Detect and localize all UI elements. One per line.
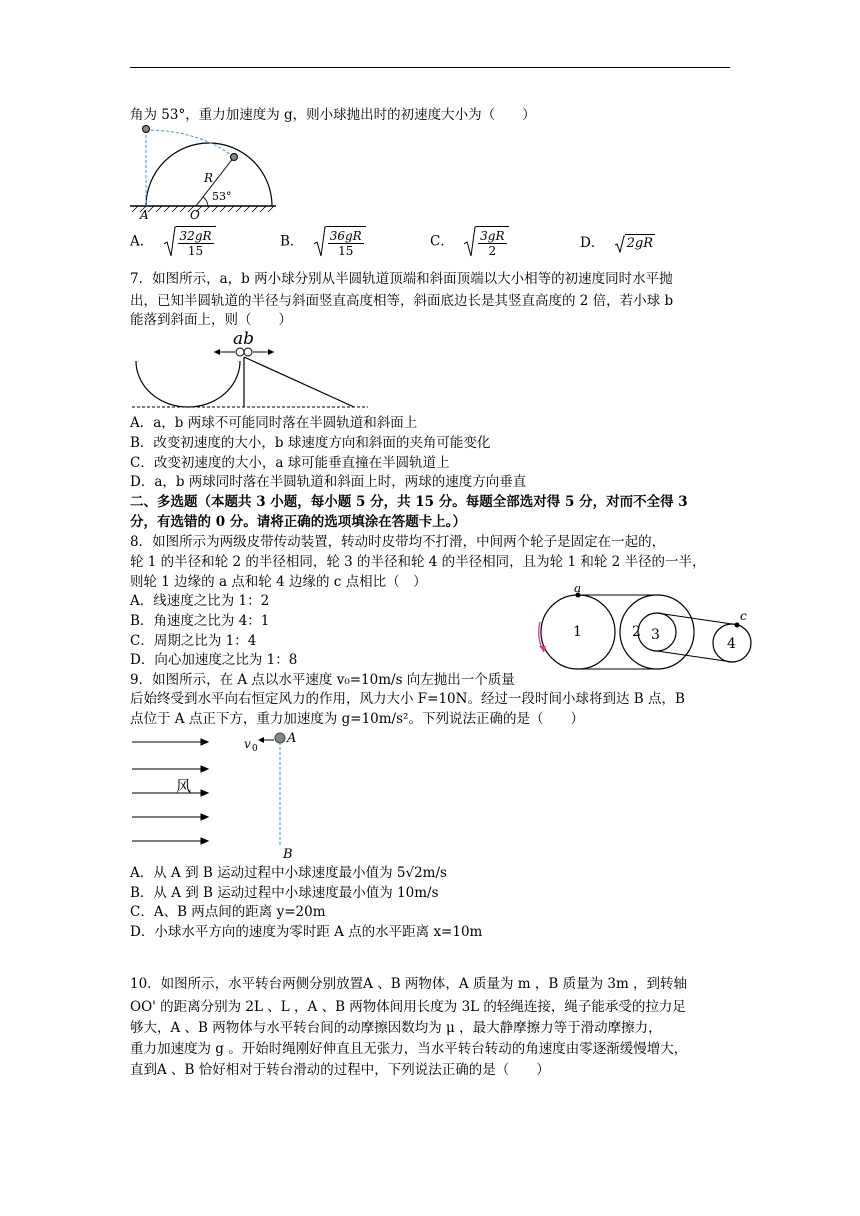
q9-option-C[interactable]: C．A、B 两点间的距离 y=20m	[130, 904, 326, 920]
option-label: A．	[130, 233, 154, 250]
q8-line2: 轮 1 的半径和轮 2 的半径相同，轮 3 的半径和轮 4 的半径相同，且为轮 1 和轮 2 半径的一半，	[130, 554, 706, 570]
header-rule	[130, 67, 730, 68]
q8-option-B[interactable]: B．角速度之比为 4：1	[130, 613, 270, 629]
q8-line3: 则轮 1 边缘的 a 点和轮 4 边缘的 c 点相比（ ）	[130, 574, 427, 590]
q8-option-D[interactable]: D．向心加速度之比为 1：8	[130, 652, 298, 668]
point-c	[735, 623, 740, 628]
label-A: A	[140, 208, 149, 222]
q6-tail-text: 角为 53°，重力加速度为 g，则小球抛出时的初速度大小为（ ）	[130, 107, 536, 123]
label-v0-sub: 0	[252, 744, 258, 754]
v0-arrowhead	[258, 737, 264, 743]
option-label: C．	[430, 233, 454, 250]
q6-option-B[interactable]: B． $\frac{36gR}{15}$	[280, 226, 366, 258]
sqrt-icon	[314, 226, 326, 258]
label-A: A	[287, 731, 297, 746]
label-c: c	[740, 609, 747, 623]
q9-line1: 9．如图所示，在 A 点以水平速度 v₀=10m/s 向左抛出一个质量	[130, 672, 515, 688]
q7-line2: 出，已知半圆轨道的半径与斜面竖直高度相等，斜面底边长是其竖直高度的 2 倍，若小球 b	[130, 293, 674, 309]
section2-heading-line1: 二、多选题（本题共 3 小题，每小题 5 分，共 15 分。每题全部选对得 5 分，对而不全得 3	[130, 494, 688, 510]
q10-line5: 直到A 、B 恰好相对于转台滑动的过程中，下列说法正确的是（ ）	[130, 1062, 550, 1078]
ball-b	[244, 348, 252, 356]
angle-arc	[203, 197, 208, 206]
label-ab: ab	[233, 329, 255, 349]
q9-option-B[interactable]: B．从 A 到 B 运动过程中小球速度最小值为 10m/s	[130, 885, 439, 901]
ball-a	[236, 348, 244, 356]
sqrt-icon	[615, 235, 625, 253]
q6-option-C[interactable]: C． $\frac{3gR}{2}$	[430, 226, 509, 258]
label-R: R	[204, 171, 214, 185]
q7-figure	[130, 327, 370, 413]
q7-line1: 7．如图所示，a，b 两小球分别从半圆轨道顶端和斜面顶端以大小相等的初速度同时水平抛	[130, 271, 673, 287]
q9-line2: 后始终受到水平向右恒定风力的作用，风力大小 F=10N。经过一段时间小球将到达 B 点，B	[130, 691, 685, 707]
label-wheel-4: 4	[727, 636, 736, 652]
ball-start	[143, 126, 150, 133]
q7-option-D[interactable]: D．a，b 两球同时落在半圆轨道和斜面上时，两球的速度方向垂直	[130, 474, 527, 490]
belt2-top	[657, 613, 732, 624]
q7-option-B[interactable]: B．改变初速度的大小，b 球速度方向和斜面的夹角可能变化	[130, 435, 491, 451]
q7-option-A[interactable]: A．a，b 两球不可能同时落在半圆轨道和斜面上	[130, 415, 418, 431]
sqrt-icon	[464, 226, 476, 258]
option-label: B．	[280, 233, 304, 250]
ground-hatch	[132, 206, 274, 212]
q8-option-A[interactable]: A．线速度之比为 1：2	[130, 593, 270, 609]
q8-belt-figure	[532, 586, 758, 682]
rotation-arrowhead	[539, 646, 546, 652]
label-O: O	[190, 208, 200, 222]
q10-line3: 够大，A 、B 两物体与水平转台间的动摩擦因数均为 μ ，最大静摩擦力等于滑动摩擦力，	[130, 1020, 662, 1036]
arrowhead-left	[214, 349, 220, 355]
label-a: a	[574, 586, 582, 595]
belt2-bottom	[657, 651, 732, 662]
label-wheel-2: 2	[632, 624, 641, 640]
incline-slope	[244, 357, 354, 407]
q10-line1: 10．如图所示，水平转台两侧分别放置A 、B 两物体，A 质量为 m ，B 质量为 3m ，到转轴	[130, 976, 688, 992]
q8-line1: 8．如图所示为两级皮带传动装置，转动时皮带均不打滑，中间两个轮子是固定在一起的，	[130, 534, 666, 550]
ball-A	[275, 733, 285, 743]
q9-option-D[interactable]: D．小球水平方向的速度为零时距 A 点的水平距离 x=10m	[130, 924, 483, 940]
section2-heading-line2: 分，有选错的 0 分。请将正确的选项填涂在答题卡上。）	[130, 514, 467, 530]
q9-figure	[128, 726, 308, 862]
label-wheel-1: 1	[573, 624, 582, 640]
q10-line4: 重力加速度为 g 。开始时绳刚好伸直且无张力，当水平转台转动的角速度由零逐渐缓慢增大，	[130, 1041, 688, 1057]
option-label: D．	[580, 235, 605, 251]
q6-figure	[128, 122, 278, 222]
q7-line3: 能落到斜面上，则（ ）	[130, 312, 292, 328]
wind-label: 风	[176, 777, 192, 795]
semicircle-track	[136, 361, 240, 407]
sqrt-icon	[164, 226, 176, 258]
q9-line3: 点位于 A 点正下方，重力加速度为 g=10m/s²。下列说法正确的是（ ）	[130, 711, 584, 727]
q8-option-C[interactable]: C．周期之比为 1：4	[130, 633, 257, 649]
q6-option-A[interactable]: A． $\frac{32gR}{15}$	[130, 226, 216, 258]
label-angle: 53°	[212, 190, 232, 203]
label-B: B	[283, 847, 293, 862]
q7-option-C[interactable]: C．改变初速度的大小，a 球可能垂直撞在半圆轨道上	[130, 455, 450, 471]
ball-end	[231, 154, 238, 161]
q6-option-D[interactable]: D． 2gR	[580, 235, 654, 251]
wind-arrows	[132, 739, 208, 844]
label-wheel-3: 3	[651, 627, 660, 643]
q9-option-A[interactable]: A．从 A 到 B 运动过程中小球速度最小值为 5√2m/s	[130, 865, 447, 881]
arrowhead-right	[268, 349, 274, 355]
label-v0: v	[244, 737, 251, 751]
q10-line2: OO' 的距离分别为 2L 、L ，A 、B 两物体间用长度为 3L 的轻绳连接，绳子能承受的拉力足	[130, 999, 686, 1015]
